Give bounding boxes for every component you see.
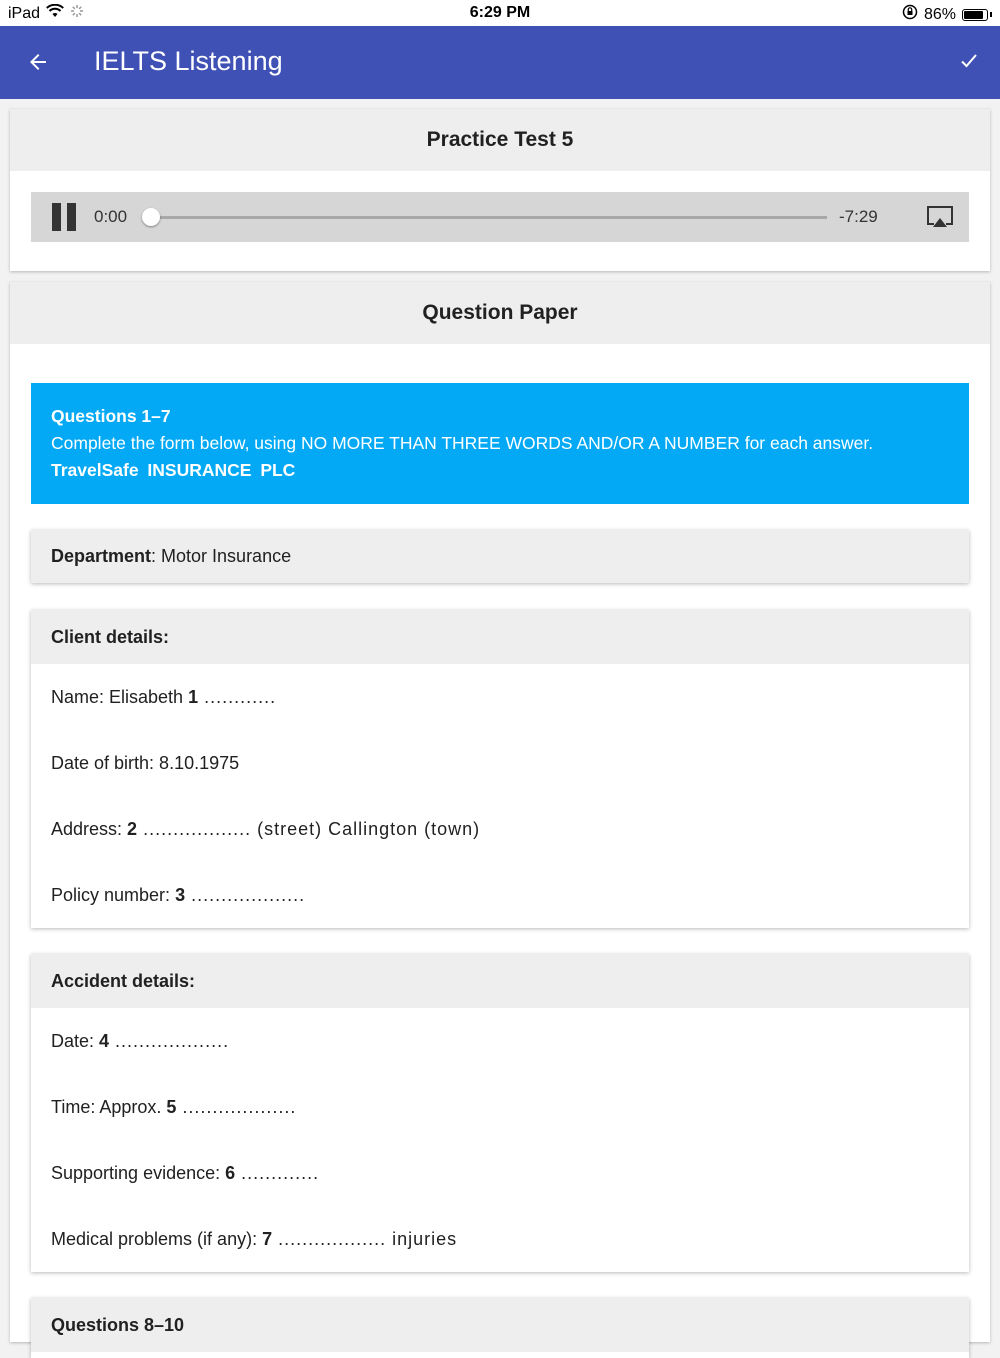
progress-thumb[interactable] [142, 208, 160, 226]
answer-blank[interactable]: .................. injuries [272, 1229, 458, 1249]
row-text: Time: Approx. [51, 1097, 167, 1117]
answer-blank[interactable]: .................. (street) Callington (town) [137, 819, 481, 839]
pause-button[interactable] [52, 203, 78, 231]
questions-8-10-card [31, 1298, 969, 1358]
accident-details-heading: Accident details: [31, 954, 969, 1008]
row-text: Date of birth: 8.10.1975 [51, 753, 240, 773]
battery-tip [990, 12, 992, 17]
airplay-button[interactable] [926, 205, 954, 229]
back-button[interactable] [20, 44, 56, 80]
answer-blank[interactable]: ................... [109, 1031, 230, 1051]
status-bar [0, 0, 1000, 26]
answer-blank[interactable]: ............ [198, 687, 277, 707]
row-text: Address: [51, 819, 128, 839]
submit-check-button[interactable] [960, 46, 978, 77]
instructions-banner [31, 383, 969, 504]
accident-details-card [31, 954, 969, 1272]
department-card [31, 530, 969, 583]
remaining-time: -7:29 [839, 207, 878, 226]
form-row-date [31, 1008, 969, 1074]
banner-instruction: Complete the form below, using NO MORE THAN THREE WORDS AND/OR A NUMBER for each answer. [51, 433, 874, 453]
orientation-lock-icon [902, 4, 918, 25]
current-time: 0:00 [94, 207, 128, 226]
form-row-evidence [31, 1140, 969, 1206]
airplay-icon [926, 205, 954, 229]
answer-blank[interactable]: ................... [176, 1097, 297, 1117]
audio-player [31, 192, 969, 242]
row-text: Date: [51, 1031, 100, 1051]
answer-blank[interactable]: ................... [185, 885, 306, 905]
audio-player-card [10, 109, 990, 271]
row-text: Name: Elisabeth [51, 687, 189, 707]
progress-track[interactable] [151, 216, 827, 219]
form-row-name [31, 664, 969, 730]
question-number: 6 [225, 1163, 236, 1183]
banner-company: TravelSafe INSURANCE PLC [51, 460, 296, 480]
question-number: 5 [166, 1097, 177, 1117]
practice-test-title: Practice Test 5 [10, 109, 990, 171]
status-right [902, 4, 992, 25]
form-row-policy [31, 862, 969, 928]
question-number: 1 [188, 687, 199, 707]
banner-heading: Questions 1–7 [51, 406, 171, 426]
question-paper-title: Question Paper [10, 282, 990, 344]
page-title: IELTS Listening [94, 46, 283, 76]
row-text: Policy number: [51, 885, 176, 905]
department-value: : Motor Insurance [151, 546, 292, 566]
questions-8-10-heading: Questions 8–10 [31, 1298, 969, 1352]
client-details-heading: Client details: [31, 610, 969, 664]
checkmark-icon [960, 52, 978, 70]
device-label: iPad [8, 4, 41, 22]
pause-bar-right [67, 203, 76, 231]
row-text: Medical problems (if any): [51, 1229, 263, 1249]
pause-bar-left [52, 203, 61, 231]
question-paper-card [10, 282, 990, 1342]
arrow-left-icon [26, 50, 50, 74]
form-row-time [31, 1074, 969, 1140]
battery-percent: 86% [923, 5, 956, 23]
battery-icon [962, 9, 988, 21]
question-number: 4 [99, 1031, 110, 1051]
form-row-address [31, 796, 969, 862]
form-row-dob [31, 730, 969, 796]
question-number: 3 [175, 885, 186, 905]
question-number: 2 [127, 819, 138, 839]
answer-blank[interactable]: ............. [235, 1163, 320, 1183]
status-time: 6:29 PM [469, 4, 531, 21]
form-row-medical [31, 1206, 969, 1272]
department-label: Department [51, 546, 152, 566]
client-details-card [31, 610, 969, 928]
department-row [31, 530, 969, 583]
app-bar [0, 26, 1000, 99]
row-text: Supporting evidence: [51, 1163, 226, 1183]
question-number: 7 [262, 1229, 273, 1249]
